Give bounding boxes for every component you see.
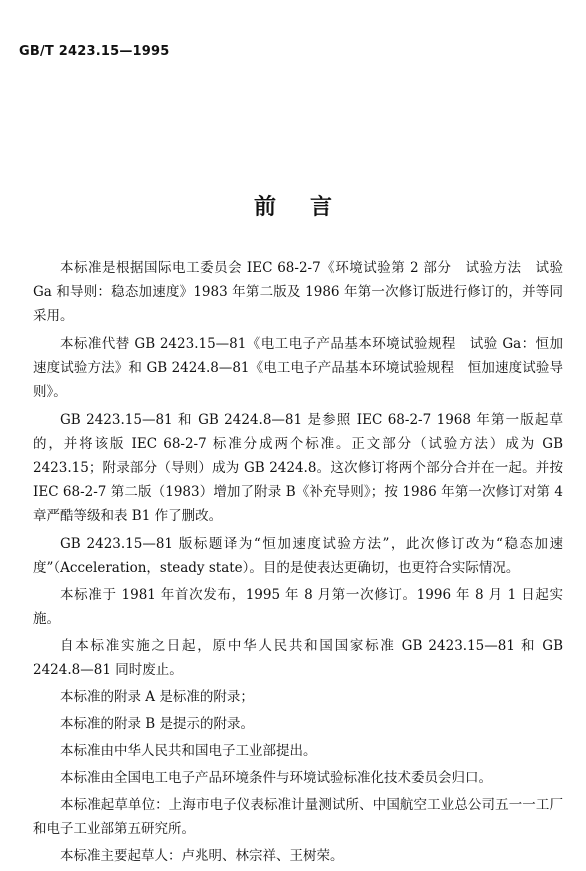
paragraph-3: GB 2423.15—81 和 GB 2424.8—81 是参照 IEC 68-2-7 1968 年第一版起草的，并将该版 IEC 68-2-7 标准分成两个标准。正文部分（试验方法）成为 GB 2423.15；附录部分（导则）成为 GB 2424.8。这次修订将两个部分合并在一起。并按 IEC 68-2-7 第二版（1983）增加了附录 B《补充导则》；按 1986 年第一次修订对第 4 章严酷等级和表 B1 作了删改。 (33, 412, 563, 524)
paragraph-2: 本标准代替 GB 2423.15—81《电工电子产品基本环境试验规程 试验 Ga：恒加速度试验方法》和 GB 2424.8—81《电工电子产品基本环境试验规程 恒加速度试验导则》。 (33, 336, 563, 400)
paragraph-11: 本标准起草单位：上海市电子仪表标准计量测试所、中国航空工业总公司五一一工厂和电子工业部第五研究所。 (33, 797, 563, 837)
paragraph-8: 本标准的附录 B 是提示的附录。 (60, 716, 255, 732)
paragraph-4: GB 2423.15—81 版标题译为“恒加速度试验方法”，此次修订改为“稳态加速度”（Acceleration，steady state）。目的是使表达更确切，也更符合实际情况。 (33, 536, 563, 576)
document-body (33, 256, 563, 871)
paragraph-9: 本标准由中华人民共和国电子工业部提出。 (60, 743, 317, 759)
paragraph-6: 自本标准实施之日起，原中华人民共和国国家标准 GB 2423.15—81 和 GB 2424.8—81 同时废止。 (33, 638, 563, 678)
page-title: 前言 (253, 194, 366, 220)
paragraph-7: 本标准的附录 A 是标准的附录； (60, 689, 254, 705)
paragraph-1: 本标准是根据国际电工委员会 IEC 68-2-7《环境试验第 2 部分 试验方法 试验 Ga 和导则：稳态加速度》1983 年第二版及 1986 年第一次修订版进行修订的，并等同采用。 (33, 260, 563, 324)
paragraph-10: 本标准由全国电工电子产品环境条件与环境试验标准化技术委员会归口。 (60, 770, 492, 786)
document-code-header: GB/T 2423.15—1995 (19, 44, 170, 59)
paragraph-12: 本标准主要起草人：卢兆明、林宗祥、王树荣。 (60, 848, 344, 864)
paragraph-5: 本标准于 1981 年首次发布，1995 年 8 月第一次修订。1996 年 8 月 1 日起实施。 (33, 587, 563, 627)
